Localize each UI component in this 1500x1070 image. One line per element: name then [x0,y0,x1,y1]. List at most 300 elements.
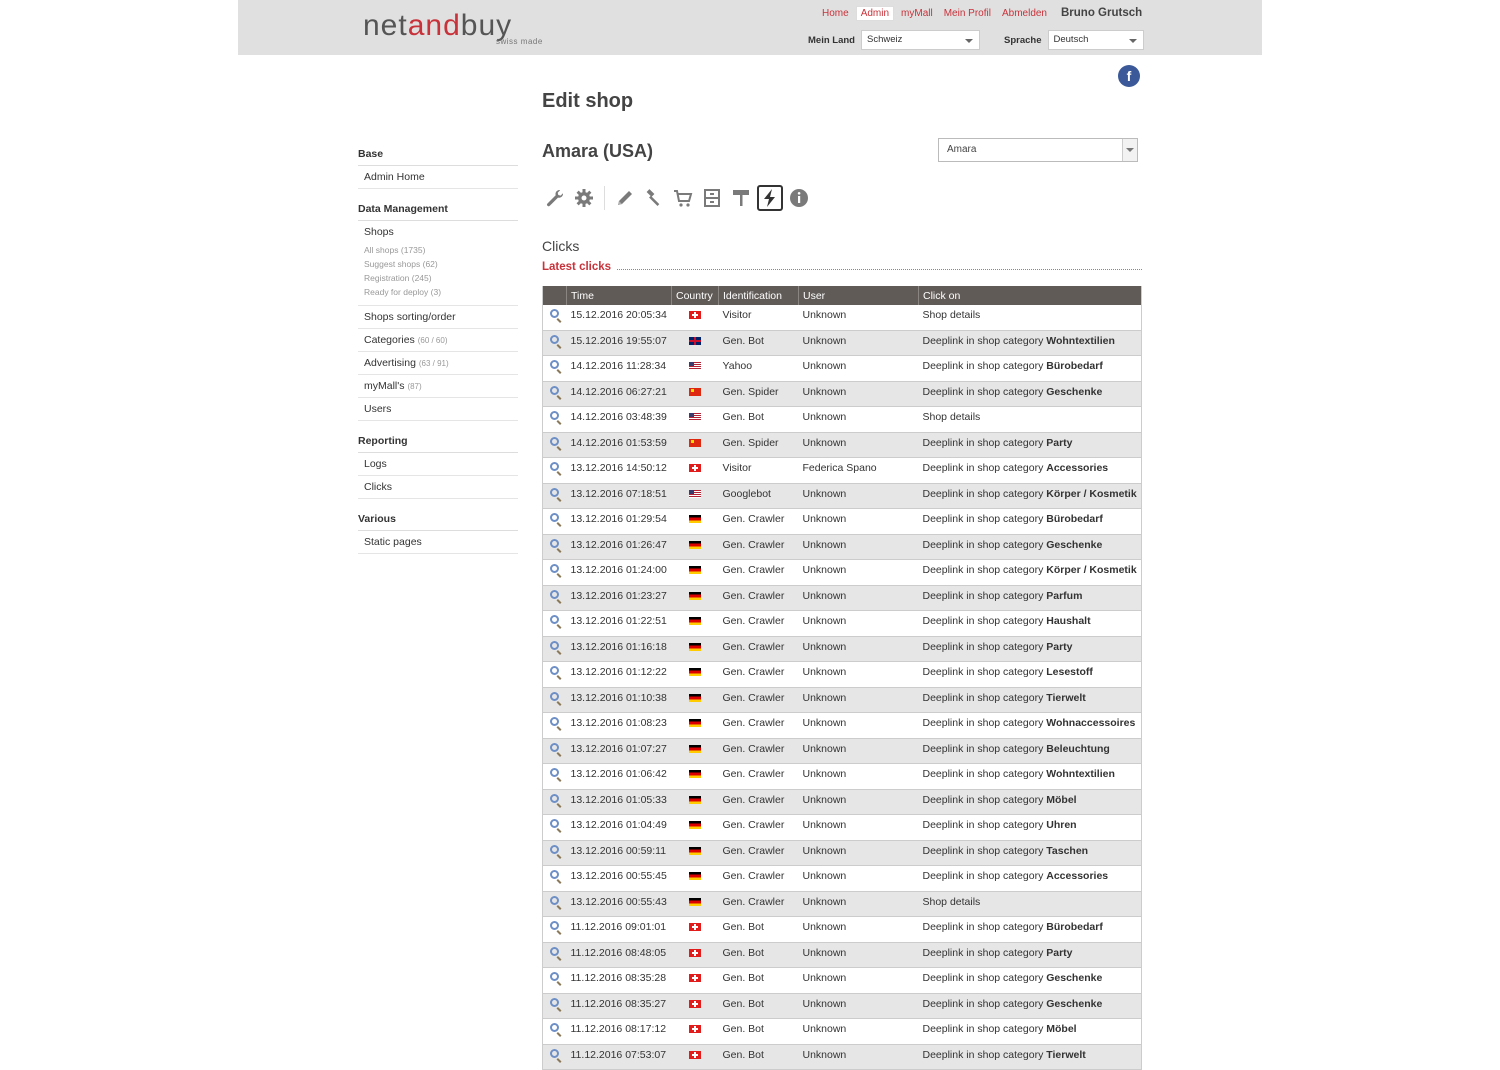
cell-identification: Visitor [719,305,799,330]
magnifier-icon[interactable] [550,641,559,650]
magnifier-icon[interactable] [550,998,559,1007]
clicks-table-container [542,286,1142,1070]
sidebar-subitem-count: (3) [430,287,442,297]
cell-click-on [919,1019,1142,1045]
magnifier-icon[interactable] [550,437,559,446]
magnifier-icon[interactable] [550,488,559,497]
cell-view [543,534,567,560]
cell-click-on [919,764,1142,790]
magnifier-icon[interactable] [550,666,559,675]
sidebar-subitem-ready-for-deploy[interactable] [358,285,518,299]
cell-user: Unknown [799,662,919,688]
cell-identification: Visitor [719,458,799,484]
cell-view [543,891,567,917]
table-row[interactable] [543,585,1142,611]
cell-click-text: Deeplink in shop category [922,360,1047,372]
cell-time: 13.12.2016 01:12:22 [567,662,672,688]
cell-country [672,815,719,841]
sidebar-item-clicks[interactable]: Clicks [358,476,518,499]
cell-click-on [919,305,1142,330]
cell-user: Unknown [799,432,919,458]
cell-click-text: Deeplink in shop category [922,640,1047,653]
info-icon[interactable] [786,185,812,211]
cell-time: 13.12.2016 01:05:33 [567,789,672,815]
cell-view [543,738,567,764]
magnifier-icon[interactable] [550,717,559,726]
country-label: Mein Land [808,34,855,46]
lightning-icon[interactable] [757,185,783,211]
cell-click-text: Deeplink in shop category [922,972,1047,984]
cell-view [543,942,567,968]
table-row[interactable] [543,713,1142,739]
cell-click-text: Shop details [922,309,981,321]
cell-identification: Yahoo [719,356,799,382]
column-header-country[interactable]: Country [672,286,719,305]
table-row[interactable] [543,891,1142,917]
magnifier-icon[interactable] [550,309,559,318]
cell-view [543,866,567,892]
language-select[interactable] [1048,30,1144,50]
cell-click-text: Deeplink in shop category [922,462,1047,474]
table-row[interactable] [543,509,1142,535]
table-row[interactable] [543,815,1142,841]
magnifier-icon[interactable] [550,972,559,981]
magnifier-icon[interactable] [550,1023,559,1032]
cell-click-text: Deeplink in shop category [922,870,1047,882]
chevron-down-icon [1129,39,1137,43]
cell-user: Unknown [799,687,919,713]
cell-user: Unknown [799,560,919,586]
magnifier-icon[interactable] [550,386,559,395]
cell-user: Federica Spano [799,458,919,484]
cell-category: Haushalt [1046,615,1091,627]
cell-user: Unknown [799,636,919,662]
sidebar-item-logs[interactable]: Logs [358,453,518,476]
cell-click-on [919,458,1142,484]
cell-user: Unknown [799,917,919,943]
cell-user: Unknown [799,1044,919,1070]
cell-country [672,560,719,586]
cell-country [672,687,719,713]
cell-time: 11.12.2016 07:53:07 [567,1044,672,1070]
german-flag-icon [689,515,701,523]
cell-country [672,636,719,662]
sidebar-subitem-label: Registration [364,273,410,283]
table-row[interactable] [543,356,1142,382]
cell-click-text: Deeplink in shop category [922,513,1047,525]
language-label: Sprache [1004,34,1042,46]
table-row[interactable] [543,866,1142,892]
swiss-flag-icon [689,311,701,319]
cell-category: Geschenke [1046,538,1103,551]
table-row[interactable] [543,483,1142,509]
cell-country [672,330,719,356]
sidebar-item-mymalls[interactable] [358,375,518,398]
table-row[interactable] [543,636,1142,662]
cell-user: Unknown [799,509,919,535]
cell-click-text: Deeplink in shop category [922,1023,1047,1035]
cell-identification: Googlebot [719,483,799,509]
cell-country [672,611,719,637]
sidebar-subitem-suggest-shops[interactable] [358,257,518,271]
cell-click-on [919,866,1142,892]
cell-category: Wohntextilien [1046,768,1115,780]
cell-click-text: Deeplink in shop category [922,334,1047,347]
username: Bruno Grutsch [1061,7,1143,19]
table-row[interactable] [543,407,1142,433]
shop-select[interactable] [938,138,1138,162]
sidebar-item-shops[interactable]: Shops [364,226,394,238]
column-header-time[interactable]: Time [567,286,672,305]
cell-view [543,917,567,943]
cell-click-text: Deeplink in shop category [922,666,1047,678]
cell-identification: Gen. Bot [719,917,799,943]
table-row[interactable] [543,432,1142,458]
uk-flag-icon [689,337,701,345]
storage-icon[interactable] [699,185,725,211]
cell-click-text: Deeplink in shop category [922,691,1047,704]
magnifier-icon[interactable] [550,462,559,471]
cell-view [543,330,567,356]
cell-click-on [919,560,1142,586]
german-flag-icon [689,847,701,855]
german-flag-icon [689,668,701,676]
german-flag-icon [689,770,701,778]
gear-icon[interactable] [571,185,597,211]
sidebar-item-static-pages[interactable]: Static pages [358,531,518,554]
shop-select-value: Amara [947,144,977,155]
cell-country [672,840,719,866]
cell-identification: Gen. Bot [719,942,799,968]
table-row[interactable] [543,993,1142,1019]
language-selector-row [1004,30,1144,50]
country-select[interactable] [861,30,980,50]
us-flag-icon [689,490,701,498]
logo-tagline: swiss made [496,37,543,46]
us-flag-icon [689,362,701,370]
cell-user: Unknown [799,305,919,330]
cell-view [543,305,567,330]
cell-identification: Gen. Bot [719,1044,799,1070]
latest-clicks-title: Latest clicks [542,261,612,273]
cell-category: Uhren [1046,819,1077,831]
table-row[interactable] [543,330,1142,356]
cell-category: Geschenke [1046,997,1103,1010]
cell-user: Unknown [799,585,919,611]
cell-country [672,662,719,688]
cell-view [543,840,567,866]
cell-user: Unknown [799,866,919,892]
table-row[interactable] [543,560,1142,586]
cell-time: 11.12.2016 08:35:28 [567,968,672,994]
magnifier-icon[interactable] [550,870,559,879]
column-header-view [543,286,567,305]
cell-view [543,764,567,790]
cell-click-on [919,738,1142,764]
cell-user: Unknown [799,356,919,382]
table-row[interactable] [543,1019,1142,1045]
german-flag-icon [689,541,701,549]
cell-identification: Gen. Bot [719,330,799,356]
netandbuy-logo[interactable] [363,8,573,48]
cell-user: Unknown [799,764,919,790]
dotted-divider [617,269,1142,270]
cell-identification: Gen. Bot [719,1019,799,1045]
cell-click-on [919,432,1142,458]
cell-identification: Gen. Crawler [719,815,799,841]
magnifier-icon[interactable] [550,921,559,930]
cell-time: 11.12.2016 09:01:01 [567,917,672,943]
cell-time: 13.12.2016 01:10:38 [567,687,672,713]
cell-view [543,815,567,841]
magnifier-icon[interactable] [550,615,559,624]
table-row[interactable] [543,764,1142,790]
nav-abmelden[interactable]: Abmelden [1001,8,1047,19]
cell-time: 11.12.2016 08:48:05 [567,942,672,968]
table-row[interactable] [543,305,1142,330]
cell-user: Unknown [799,381,919,407]
cell-country [672,891,719,917]
cell-view [543,1044,567,1070]
cell-view [543,789,567,815]
cell-time: 13.12.2016 01:23:27 [567,585,672,611]
hammer-icon[interactable] [641,185,667,211]
cell-identification: Gen. Crawler [719,636,799,662]
cell-click-on [919,534,1142,560]
cell-category: Accessories [1046,462,1109,474]
sidebar-subitem-all-shops[interactable] [358,243,518,257]
cell-view [543,560,567,586]
cell-click-text: Deeplink in shop category [922,385,1047,398]
nav-admin[interactable]: Admin [856,6,894,21]
nav-home[interactable]: Home [822,8,849,19]
cell-category: Geschenke [1046,385,1103,398]
magnifier-icon[interactable] [550,794,559,803]
sidebar-section-various: Various [358,513,518,531]
cell-time: 13.12.2016 01:29:54 [567,509,672,535]
cell-category: Tierwelt [1046,1048,1086,1061]
magnifier-icon[interactable] [550,1049,559,1058]
magnifier-icon[interactable] [550,513,559,522]
cell-view [543,483,567,509]
cell-time: 13.12.2016 01:04:49 [567,815,672,841]
cell-click-text: Deeplink in shop category [922,844,1047,857]
sidebar-subitem-registration[interactable] [358,271,518,285]
nav-mein-profil[interactable]: Mein Profil [943,8,991,19]
cell-view [543,407,567,433]
magnifier-icon[interactable] [550,947,559,956]
cell-identification: Gen. Crawler [719,687,799,713]
sidebar-item-users[interactable]: Users [358,398,518,421]
cell-country [672,738,719,764]
table-row[interactable] [543,662,1142,688]
cell-click-text: Shop details [922,895,981,908]
cell-category: Bürobedarf [1046,513,1103,525]
magnifier-icon[interactable] [550,590,559,599]
cell-identification: Gen. Bot [719,407,799,433]
sidebar-item-admin-home[interactable]: Admin Home [358,166,518,189]
cell-category: Bürobedarf [1046,360,1103,372]
table-row[interactable] [543,611,1142,637]
german-flag-icon [689,898,701,906]
cell-category: Party [1046,946,1073,959]
cell-user: Unknown [799,968,919,994]
cell-click-text: Deeplink in shop category [922,819,1047,831]
sidebar-item-label: Advertising [364,357,416,369]
cell-category: Tierwelt [1046,691,1086,704]
sidebar-section-reporting: Reporting [358,435,518,453]
cell-click-text: Deeplink in shop category [922,742,1047,755]
magnifier-icon[interactable] [550,743,559,752]
cell-click-on [919,356,1142,382]
cell-user: Unknown [799,738,919,764]
swiss-flag-icon [689,464,701,472]
cell-user: Unknown [799,891,919,917]
swiss-flag-icon [689,949,701,957]
page-title: Edit shop [542,90,634,112]
chinese-flag-icon [689,388,701,396]
sidebar-item-shops-sorting[interactable]: Shops sorting/order [358,306,518,329]
cell-identification: Gen. Bot [719,993,799,1019]
cell-click-text: Deeplink in shop category [922,793,1047,806]
cell-country [672,534,719,560]
magnifier-icon[interactable] [550,819,559,828]
table-row[interactable] [543,1044,1142,1070]
admin-sidebar [358,148,518,554]
cell-click-on [919,840,1142,866]
cell-user: Unknown [799,942,919,968]
table-row[interactable] [543,789,1142,815]
nav-mymall[interactable]: myMall [901,8,933,19]
cell-time: 15.12.2016 19:55:07 [567,330,672,356]
cell-identification: Gen. Bot [719,968,799,994]
sidebar-item-categories[interactable] [358,329,518,352]
column-header-identification[interactable]: Identification [719,286,799,305]
chevron-down-icon [1122,139,1137,161]
pencil-icon[interactable] [612,185,638,211]
cell-click-on [919,789,1142,815]
cell-click-on [919,968,1142,994]
cell-country [672,305,719,330]
sidebar-subitem-count: (62) [422,259,438,269]
wrench-icon[interactable] [542,185,568,211]
paint-roller-icon[interactable] [728,185,754,211]
cell-time: 13.12.2016 14:50:12 [567,458,672,484]
clicks-heading: Clicks [542,238,580,254]
cell-country [672,968,719,994]
cell-user: Unknown [799,407,919,433]
column-header-user[interactable]: User [799,286,919,305]
table-row[interactable] [543,840,1142,866]
german-flag-icon [689,745,701,753]
cell-click-on [919,713,1142,739]
cell-time: 14.12.2016 06:27:21 [567,381,672,407]
magnifier-icon[interactable] [550,845,559,854]
sidebar-item-label: Categories [364,334,415,346]
cell-country [672,866,719,892]
cell-country [672,789,719,815]
cell-identification: Gen. Crawler [719,840,799,866]
cell-click-on [919,381,1142,407]
cell-view [543,636,567,662]
table-row[interactable] [543,381,1142,407]
site-header [238,0,1262,55]
german-flag-icon [689,617,701,625]
cell-country [672,356,719,382]
magnifier-icon[interactable] [550,564,559,573]
sidebar-item-count: (63 / 91) [418,359,449,368]
column-header-click-on[interactable]: Click on [919,286,1142,305]
magnifier-icon[interactable] [550,896,559,905]
cell-identification: Gen. Crawler [719,662,799,688]
cell-click-text: Deeplink in shop category [922,615,1047,627]
cell-category: Körper / Kosmetik [1046,564,1137,576]
cell-category: Party [1046,640,1073,653]
cell-identification: Gen. Spider [719,432,799,458]
magnifier-icon[interactable] [550,768,559,777]
cell-user: Unknown [799,815,919,841]
cell-click-text: Deeplink in shop category [922,538,1047,551]
german-flag-icon [689,719,701,727]
cell-click-text: Shop details [922,411,981,423]
table-row[interactable] [543,687,1142,713]
cell-time: 13.12.2016 00:55:45 [567,866,672,892]
sidebar-item-advertising[interactable] [358,352,518,375]
cell-identification: Gen. Crawler [719,611,799,637]
magnifier-icon[interactable] [550,692,559,701]
cell-identification: Gen. Crawler [719,509,799,535]
cell-view [543,993,567,1019]
cell-identification: Gen. Crawler [719,534,799,560]
cell-click-text: Deeplink in shop category [922,717,1047,729]
cart-icon[interactable] [670,185,696,211]
facebook-icon[interactable]: f [1118,65,1140,87]
table-row[interactable] [543,942,1142,968]
table-row[interactable] [543,738,1142,764]
shop-edit-toolbar [542,185,812,211]
table-row[interactable] [543,534,1142,560]
cell-category: Geschenke [1046,972,1103,984]
table-row[interactable] [543,917,1142,943]
cell-country [672,1044,719,1070]
magnifier-icon[interactable] [550,411,559,420]
cell-click-text: Deeplink in shop category [922,1048,1047,1061]
cell-country [672,432,719,458]
magnifier-icon[interactable] [550,539,559,548]
clicks-table-body [543,305,1142,1070]
cell-identification: Gen. Crawler [719,585,799,611]
cell-identification: Gen. Crawler [719,560,799,586]
chevron-down-icon [965,39,973,43]
cell-time: 13.12.2016 01:06:42 [567,764,672,790]
cell-view [543,458,567,484]
sidebar-group-shops [358,221,518,306]
cell-time: 13.12.2016 01:26:47 [567,534,672,560]
cell-country [672,381,719,407]
cell-time: 15.12.2016 20:05:34 [567,305,672,330]
german-flag-icon [689,566,701,574]
cell-click-on [919,993,1142,1019]
table-row[interactable] [543,968,1142,994]
magnifier-icon[interactable] [550,360,559,369]
table-row[interactable] [543,458,1142,484]
cell-time: 11.12.2016 08:17:12 [567,1019,672,1045]
cell-view [543,968,567,994]
cell-user: Unknown [799,713,919,739]
cell-view [543,687,567,713]
cell-category: Beleuchtung [1046,742,1110,755]
magnifier-icon[interactable] [550,335,559,344]
